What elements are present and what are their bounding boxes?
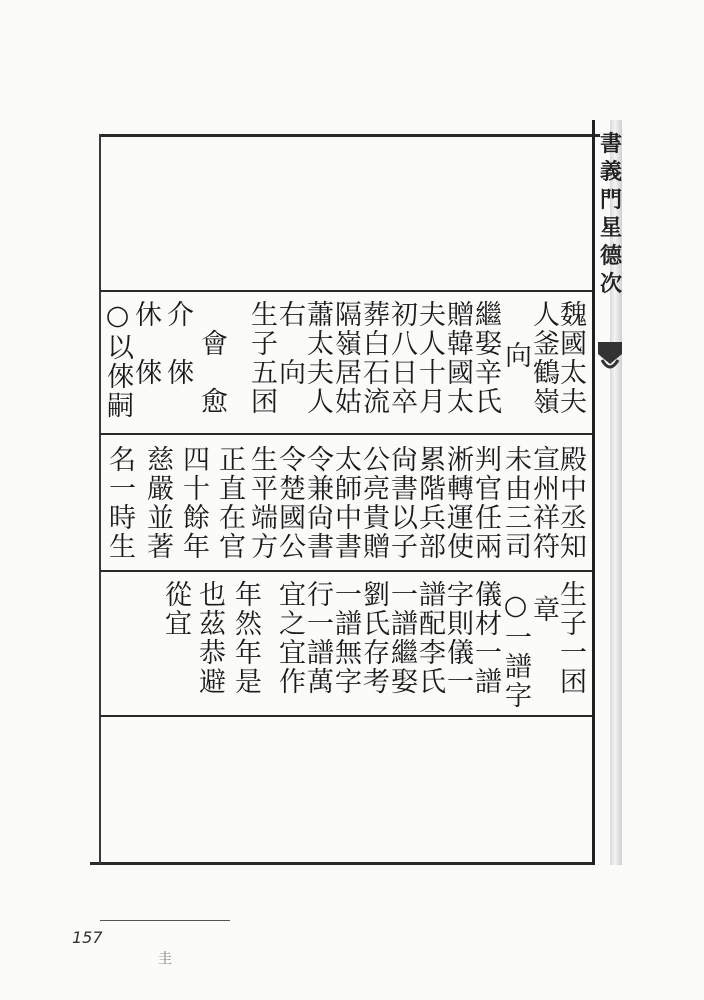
tier2-column: 生平端方 [246,445,277,561]
tier3-column: 譜配李氏 [414,580,445,696]
tier1-column: 人釜鶴嶺 [528,300,559,416]
tier-divider-3 [100,715,592,717]
tier3-column: ○一譜字 [500,590,531,710]
tier1-column: 蕭太夫人 [302,300,333,416]
tier3-column: 生子一囨 [555,580,586,696]
margin-title-char: 星 [599,215,622,241]
margin-title-char: 義 [599,159,622,185]
tier3-column: 行一譜萬 [302,580,333,696]
frame-left-rule [99,134,101,864]
tier2-column: 令兼尙書 [302,445,333,561]
tier2-column: 令楚國公 [274,445,305,561]
tier1-column: 會 愈 [196,300,227,416]
tier2-column: 尙書以子 [386,445,417,561]
tier1-column: 繼娶辛氏 [470,300,501,416]
tier3-column: 宜之宜作 [274,580,305,696]
margin-title-char: 門 [599,187,622,213]
tier3-column: 劉氏存考 [358,580,389,696]
tier2-column: 宣州祥符 [528,445,559,561]
frame-right-rule [592,120,595,865]
margin-title-char: 德 [599,243,622,269]
fish-tail-ornament [596,340,624,380]
tier2-column: 公亮貴贈 [358,445,389,561]
frame-top-rule [100,134,600,137]
tier1-column: 休 倈 [130,300,161,387]
tier3-column: 儀材一譜 [470,580,501,696]
tier1-column: 隔嶺居姑 [330,300,361,416]
tier1-column: 魏國太夫 [555,300,586,416]
tier1-column: ○以倈嗣 [102,300,133,420]
tier3-column: 一譜無字 [330,580,361,696]
tier2-column: 累階兵部 [414,445,445,561]
tier1-column: 夫人十月 [414,300,445,416]
tier2-column: 未由三司 [500,445,531,561]
tier2-column: 名一時生 [104,445,135,561]
tier3-column: 年然年是 [230,580,261,696]
frame-bottom-rule [90,862,595,865]
tier1-column: 贈韓國太 [442,300,473,416]
header-band-rule [100,290,592,292]
tier2-column: 太師中書 [330,445,361,561]
tier2-column: 四十餘年 [178,445,209,561]
faint-stamp: 圭 [158,951,172,967]
tier1-column: 介 倈 [162,300,193,387]
tier3-column: 一譜繼娶 [386,580,417,696]
tier3-column: 字則儀一 [442,580,473,696]
tier2-column: 慈嚴並著 [142,445,173,561]
tier-divider-2 [100,570,592,572]
tier1-column: 向 [500,312,531,370]
tier1-column: 葬白石流 [358,300,389,416]
tier2-column: 判官任兩 [470,445,501,561]
tier3-column: 章 [528,595,559,624]
tier-divider-1 [100,433,592,435]
tier1-column: 初八日卒 [386,300,417,416]
page-number-rule [100,920,230,921]
margin-title [598,130,624,430]
tier3-column: 從宜 [160,580,191,638]
tier1-column: 生子五囨 [246,300,277,416]
tier3-column: 也茲恭避 [194,580,225,696]
margin-title-char: 書 [599,131,622,157]
tier2-column: 淅轉運使 [442,445,473,561]
tier1-column: 右 向 [274,300,305,387]
page-number: 157 [72,928,103,947]
tier2-column: 正直在官 [214,445,245,561]
tier2-column: 殿中丞知 [555,445,586,561]
margin-title-char: 次 [599,271,622,297]
